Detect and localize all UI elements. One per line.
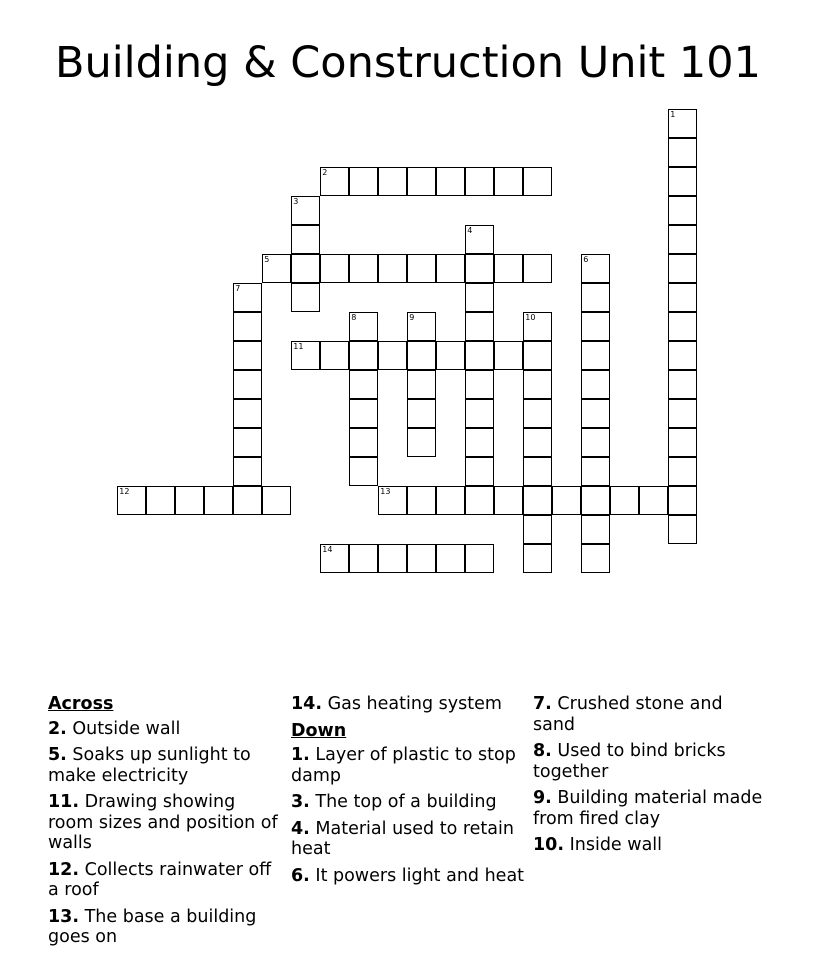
grid-cell[interactable] xyxy=(436,254,465,283)
clue-number: 11 xyxy=(293,342,304,352)
grid-cell[interactable] xyxy=(494,254,523,283)
grid-cell[interactable] xyxy=(581,283,610,312)
down-clue: 4. Material used to retain heat xyxy=(291,818,514,859)
clue-number: 7 xyxy=(235,284,241,294)
clue-number: 9 xyxy=(409,313,415,323)
grid-cell[interactable] xyxy=(291,254,320,283)
grid-cell[interactable] xyxy=(291,283,320,312)
grid-cell[interactable] xyxy=(668,515,697,544)
clue-number: 10 xyxy=(525,313,536,323)
grid-cell[interactable] xyxy=(349,428,378,457)
grid-cell[interactable] xyxy=(465,283,494,312)
grid-cell[interactable] xyxy=(233,457,262,486)
grid-cell[interactable] xyxy=(407,544,436,573)
grid-cell[interactable] xyxy=(668,138,697,167)
across-clue: 13. The base a building goes on xyxy=(48,906,257,947)
grid-cell[interactable] xyxy=(407,167,436,196)
grid-cell[interactable] xyxy=(523,167,552,196)
clue-number: 6 xyxy=(583,255,589,265)
grid-cell[interactable] xyxy=(465,457,494,486)
grid-cell[interactable] xyxy=(320,341,349,370)
grid-cell[interactable] xyxy=(233,486,262,515)
grid-cell[interactable] xyxy=(523,399,552,428)
grid-cell[interactable] xyxy=(581,428,610,457)
down-clue: 8. Used to bind bricks together xyxy=(533,741,726,782)
grid-cell[interactable] xyxy=(233,341,262,370)
grid-cell[interactable] xyxy=(668,196,697,225)
grid-cell[interactable] xyxy=(668,370,697,399)
down-clue: 9. Building material made from fired clay xyxy=(533,788,763,829)
grid-cell[interactable] xyxy=(494,486,523,515)
clue-number: 14 xyxy=(322,545,333,555)
grid-cell[interactable] xyxy=(262,254,291,283)
grid-cell[interactable] xyxy=(552,486,581,515)
down-clue: 10. Inside wall xyxy=(533,835,663,855)
grid-cell[interactable] xyxy=(465,544,494,573)
grid-cell[interactable] xyxy=(581,486,610,515)
grid-cell[interactable] xyxy=(233,312,262,341)
grid-cell[interactable] xyxy=(465,225,494,254)
grid-cell[interactable] xyxy=(349,457,378,486)
grid-cell[interactable] xyxy=(668,254,697,283)
down-clue: 6. It powers light and heat xyxy=(291,865,525,886)
grid-cell[interactable] xyxy=(581,544,610,573)
grid-cell[interactable] xyxy=(378,341,407,370)
grid-cell[interactable] xyxy=(349,167,378,196)
grid-cell[interactable] xyxy=(407,399,436,428)
grid-cell[interactable] xyxy=(668,341,697,370)
grid-cell[interactable] xyxy=(581,515,610,544)
down-clue: 1. Layer of plastic to stop damp xyxy=(291,745,516,786)
grid-cell[interactable] xyxy=(436,167,465,196)
grid-cell[interactable] xyxy=(407,254,436,283)
across-header: Across xyxy=(48,694,114,714)
grid-cell[interactable] xyxy=(204,486,233,515)
down-clue: 7. Crushed stone and sand xyxy=(533,694,723,735)
grid-cell[interactable] xyxy=(233,370,262,399)
grid-cell[interactable] xyxy=(465,486,494,515)
grid-cell[interactable] xyxy=(668,428,697,457)
grid-cell[interactable] xyxy=(407,312,436,341)
across-clue: 5. Soaks up sunlight to make electricity xyxy=(48,745,251,786)
grid-cell[interactable] xyxy=(407,428,436,457)
clue-number: 13 xyxy=(380,487,391,497)
clues-column-2 xyxy=(291,694,526,892)
grid-cell[interactable] xyxy=(233,283,262,312)
grid-cell[interactable] xyxy=(494,341,523,370)
grid-cell[interactable] xyxy=(668,457,697,486)
grid-cell[interactable] xyxy=(291,225,320,254)
down-header: Down xyxy=(291,720,347,741)
clue-number: 4 xyxy=(467,226,473,236)
grid-cell[interactable] xyxy=(175,486,204,515)
grid-cell[interactable] xyxy=(320,167,349,196)
grid-cell[interactable] xyxy=(291,196,320,225)
clue-number: 2 xyxy=(322,168,328,178)
grid-cell[interactable] xyxy=(523,544,552,573)
across-clue: 14. Gas heating system xyxy=(291,694,502,714)
clue-number: 12 xyxy=(119,487,130,497)
grid-cell[interactable] xyxy=(581,254,610,283)
grid-cell[interactable] xyxy=(407,370,436,399)
grid-cell[interactable] xyxy=(581,399,610,428)
grid-cell[interactable] xyxy=(668,283,697,312)
grid-cell[interactable] xyxy=(523,341,552,370)
grid-cell[interactable] xyxy=(349,370,378,399)
down-clue: 3. The top of a building xyxy=(291,792,497,812)
grid-cell[interactable] xyxy=(378,254,407,283)
grid-cell[interactable] xyxy=(465,370,494,399)
grid-cell[interactable] xyxy=(378,544,407,573)
grid-cell[interactable] xyxy=(117,486,146,515)
grid-cell[interactable] xyxy=(494,167,523,196)
clue-number: 1 xyxy=(670,110,676,120)
grid-cell[interactable] xyxy=(581,370,610,399)
grid-cell[interactable] xyxy=(581,341,610,370)
grid-cell[interactable] xyxy=(465,167,494,196)
grid-cell[interactable] xyxy=(407,486,436,515)
page-title: Building & Construction Unit 101 xyxy=(54,38,762,88)
grid-cell[interactable] xyxy=(523,457,552,486)
grid-cell[interactable] xyxy=(465,428,494,457)
grid-cell[interactable] xyxy=(233,399,262,428)
grid-cell[interactable] xyxy=(668,486,697,515)
grid-cell[interactable] xyxy=(523,515,552,544)
grid-cell[interactable] xyxy=(349,312,378,341)
grid-cell[interactable] xyxy=(349,341,378,370)
grid-cell[interactable] xyxy=(581,457,610,486)
grid-cell[interactable] xyxy=(668,399,697,428)
grid-cell[interactable] xyxy=(146,486,175,515)
grid-cell[interactable] xyxy=(610,486,639,515)
grid-cell[interactable] xyxy=(668,225,697,254)
grid-cell[interactable] xyxy=(233,428,262,457)
grid-cell[interactable] xyxy=(436,486,465,515)
clues-column-1 xyxy=(48,694,283,954)
grid-cell[interactable] xyxy=(523,370,552,399)
grid-cell[interactable] xyxy=(523,428,552,457)
clues-column-3 xyxy=(533,694,768,862)
grid-cell[interactable] xyxy=(581,312,610,341)
grid-cell[interactable] xyxy=(668,312,697,341)
grid-cell[interactable] xyxy=(668,109,697,138)
grid-cell[interactable] xyxy=(378,167,407,196)
grid-cell[interactable] xyxy=(465,312,494,341)
grid-cell[interactable] xyxy=(436,544,465,573)
clue-number: 8 xyxy=(351,313,357,323)
across-clue: 2. Outside wall xyxy=(48,718,181,739)
across-clue: 11. Drawing showing room sizes and position of walls xyxy=(48,792,278,853)
grid-cell[interactable] xyxy=(349,544,378,573)
across-clue: 12. Collects rainwater off a roof xyxy=(48,859,272,900)
grid-cell[interactable] xyxy=(291,341,320,370)
grid-cell[interactable] xyxy=(378,486,407,515)
grid-cell[interactable] xyxy=(523,254,552,283)
grid-cell[interactable] xyxy=(349,399,378,428)
grid-cell[interactable] xyxy=(639,486,668,515)
grid-cell[interactable] xyxy=(262,486,291,515)
grid-cell[interactable] xyxy=(465,254,494,283)
grid-cell[interactable] xyxy=(436,341,465,370)
grid-cell[interactable] xyxy=(668,167,697,196)
clue-number: 3 xyxy=(293,197,299,207)
grid-cell[interactable] xyxy=(320,254,349,283)
grid-cell[interactable] xyxy=(407,341,436,370)
grid-cell[interactable] xyxy=(523,486,552,515)
clue-number: 5 xyxy=(264,255,270,265)
grid-cell[interactable] xyxy=(320,544,349,573)
grid-cell[interactable] xyxy=(349,254,378,283)
grid-cell[interactable] xyxy=(523,312,552,341)
grid-cell[interactable] xyxy=(465,399,494,428)
grid-cell[interactable] xyxy=(465,341,494,370)
